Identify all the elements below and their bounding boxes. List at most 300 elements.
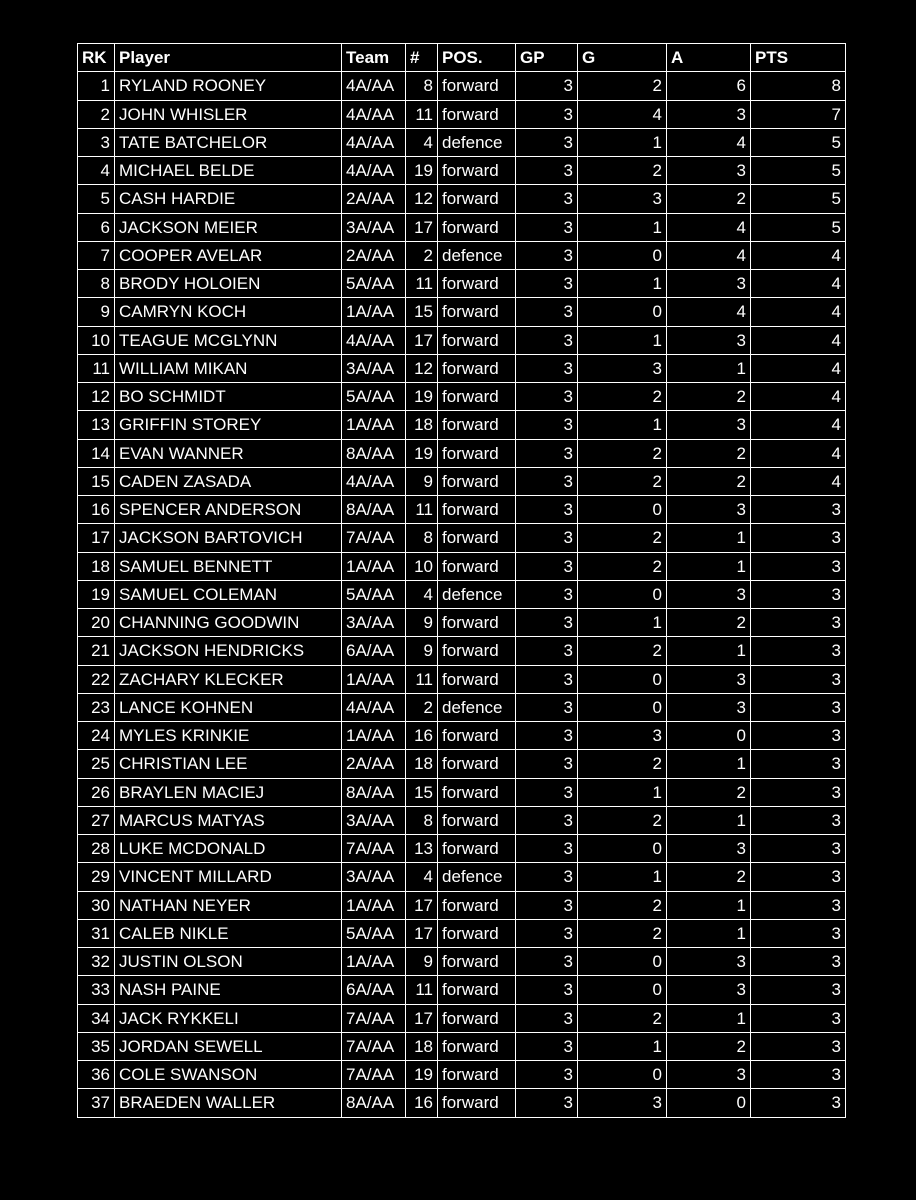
cell-assists: 0 [667, 1089, 751, 1117]
cell-team: 1A/AA [342, 665, 406, 693]
cell-goals: 1 [578, 778, 667, 806]
cell-gp: 3 [516, 383, 578, 411]
cell-team: 8A/AA [342, 778, 406, 806]
cell-player: NASH PAINE [115, 976, 342, 1004]
cell-number: 12 [406, 354, 438, 382]
cell-number: 17 [406, 891, 438, 919]
cell-assists: 1 [667, 750, 751, 778]
cell-goals: 2 [578, 524, 667, 552]
cell-gp: 3 [516, 270, 578, 298]
cell-team: 4A/AA [342, 326, 406, 354]
cell-gp: 3 [516, 439, 578, 467]
cell-goals: 1 [578, 128, 667, 156]
cell-points: 3 [751, 722, 846, 750]
cell-rank: 14 [78, 439, 115, 467]
cell-team: 3A/AA [342, 354, 406, 382]
cell-rank: 35 [78, 1032, 115, 1060]
cell-points: 7 [751, 100, 846, 128]
cell-position: forward [438, 665, 516, 693]
cell-gp: 3 [516, 100, 578, 128]
cell-team: 7A/AA [342, 1004, 406, 1032]
cell-rank: 18 [78, 552, 115, 580]
cell-points: 3 [751, 1004, 846, 1032]
cell-position: forward [438, 157, 516, 185]
cell-number: 15 [406, 778, 438, 806]
cell-player: CALEB NIKLE [115, 919, 342, 947]
cell-gp: 3 [516, 326, 578, 354]
table-row [78, 72, 846, 100]
cell-number: 8 [406, 806, 438, 834]
cell-assists: 1 [667, 806, 751, 834]
cell-rank: 27 [78, 806, 115, 834]
cell-gp: 3 [516, 467, 578, 495]
header-team: Team [342, 44, 406, 72]
cell-number: 18 [406, 411, 438, 439]
cell-rank: 36 [78, 1061, 115, 1089]
cell-assists: 3 [667, 157, 751, 185]
header-player: Player [115, 44, 342, 72]
table-row [78, 524, 846, 552]
cell-player: JACK RYKKELI [115, 1004, 342, 1032]
cell-player: EVAN WANNER [115, 439, 342, 467]
cell-goals: 0 [578, 948, 667, 976]
cell-player: JACKSON BARTOVICH [115, 524, 342, 552]
cell-points: 4 [751, 298, 846, 326]
cell-goals: 2 [578, 637, 667, 665]
cell-team: 1A/AA [342, 298, 406, 326]
cell-player: SAMUEL BENNETT [115, 552, 342, 580]
cell-gp: 3 [516, 354, 578, 382]
cell-assists: 4 [667, 213, 751, 241]
cell-rank: 8 [78, 270, 115, 298]
table-row [78, 806, 846, 834]
cell-gp: 3 [516, 580, 578, 608]
cell-points: 3 [751, 750, 846, 778]
cell-number: 11 [406, 976, 438, 1004]
cell-goals: 1 [578, 411, 667, 439]
cell-rank: 17 [78, 524, 115, 552]
table-row [78, 580, 846, 608]
cell-number: 18 [406, 1032, 438, 1060]
cell-points: 3 [751, 1032, 846, 1060]
cell-goals: 2 [578, 1004, 667, 1032]
cell-player: TEAGUE MCGLYNN [115, 326, 342, 354]
table-row [78, 1004, 846, 1032]
cell-rank: 6 [78, 213, 115, 241]
cell-gp: 3 [516, 1089, 578, 1117]
cell-goals: 3 [578, 1089, 667, 1117]
cell-team: 3A/AA [342, 863, 406, 891]
cell-position: forward [438, 439, 516, 467]
cell-number: 4 [406, 128, 438, 156]
cell-team: 7A/AA [342, 524, 406, 552]
cell-team: 4A/AA [342, 693, 406, 721]
cell-position: forward [438, 326, 516, 354]
cell-team: 5A/AA [342, 580, 406, 608]
cell-goals: 0 [578, 976, 667, 1004]
cell-player: GRIFFIN STOREY [115, 411, 342, 439]
cell-goals: 0 [578, 580, 667, 608]
cell-assists: 3 [667, 665, 751, 693]
cell-number: 8 [406, 524, 438, 552]
cell-rank: 24 [78, 722, 115, 750]
cell-goals: 0 [578, 693, 667, 721]
cell-goals: 2 [578, 891, 667, 919]
cell-gp: 3 [516, 693, 578, 721]
cell-position: defence [438, 693, 516, 721]
cell-team: 1A/AA [342, 411, 406, 439]
cell-team: 1A/AA [342, 948, 406, 976]
cell-number: 4 [406, 580, 438, 608]
cell-team: 1A/AA [342, 552, 406, 580]
cell-player: BRAEDEN WALLER [115, 1089, 342, 1117]
cell-number: 10 [406, 552, 438, 580]
table-row [78, 665, 846, 693]
cell-player: BO SCHMIDT [115, 383, 342, 411]
cell-assists: 3 [667, 976, 751, 1004]
cell-assists: 3 [667, 1061, 751, 1089]
cell-position: defence [438, 580, 516, 608]
cell-goals: 2 [578, 383, 667, 411]
cell-number: 9 [406, 948, 438, 976]
table-row [78, 241, 846, 269]
cell-rank: 31 [78, 919, 115, 947]
cell-points: 3 [751, 637, 846, 665]
cell-position: forward [438, 1032, 516, 1060]
header-rk: RK [78, 44, 115, 72]
cell-assists: 1 [667, 637, 751, 665]
table-row [78, 722, 846, 750]
cell-position: forward [438, 891, 516, 919]
cell-points: 8 [751, 72, 846, 100]
cell-assists: 2 [667, 439, 751, 467]
cell-assists: 2 [667, 863, 751, 891]
cell-rank: 16 [78, 496, 115, 524]
header-points: PTS [751, 44, 846, 72]
cell-number: 4 [406, 863, 438, 891]
table-row [78, 411, 846, 439]
cell-gp: 3 [516, 411, 578, 439]
cell-position: forward [438, 524, 516, 552]
cell-points: 3 [751, 948, 846, 976]
cell-team: 2A/AA [342, 750, 406, 778]
cell-position: forward [438, 213, 516, 241]
cell-number: 17 [406, 1004, 438, 1032]
table-body [78, 72, 846, 1117]
cell-assists: 1 [667, 891, 751, 919]
cell-rank: 2 [78, 100, 115, 128]
cell-number: 16 [406, 722, 438, 750]
cell-rank: 3 [78, 128, 115, 156]
cell-goals: 3 [578, 722, 667, 750]
cell-gp: 3 [516, 665, 578, 693]
cell-team: 4A/AA [342, 72, 406, 100]
cell-assists: 2 [667, 467, 751, 495]
cell-position: forward [438, 72, 516, 100]
cell-rank: 20 [78, 609, 115, 637]
cell-player: SPENCER ANDERSON [115, 496, 342, 524]
cell-points: 3 [751, 496, 846, 524]
cell-goals: 1 [578, 213, 667, 241]
cell-number: 19 [406, 439, 438, 467]
table-row [78, 919, 846, 947]
cell-position: forward [438, 383, 516, 411]
cell-player: LANCE KOHNEN [115, 693, 342, 721]
cell-player: CHRISTIAN LEE [115, 750, 342, 778]
cell-gp: 3 [516, 298, 578, 326]
cell-points: 4 [751, 439, 846, 467]
cell-points: 5 [751, 157, 846, 185]
cell-player: MARCUS MATYAS [115, 806, 342, 834]
cell-player: JUSTIN OLSON [115, 948, 342, 976]
cell-position: forward [438, 298, 516, 326]
cell-goals: 2 [578, 72, 667, 100]
cell-rank: 28 [78, 835, 115, 863]
cell-rank: 21 [78, 637, 115, 665]
cell-player: CAMRYN KOCH [115, 298, 342, 326]
cell-goals: 0 [578, 1061, 667, 1089]
cell-assists: 1 [667, 552, 751, 580]
cell-position: forward [438, 919, 516, 947]
cell-rank: 25 [78, 750, 115, 778]
cell-position: forward [438, 100, 516, 128]
cell-player: BRODY HOLOIEN [115, 270, 342, 298]
cell-position: forward [438, 948, 516, 976]
cell-gp: 3 [516, 524, 578, 552]
cell-team: 8A/AA [342, 496, 406, 524]
cell-number: 11 [406, 100, 438, 128]
table-row [78, 439, 846, 467]
cell-rank: 10 [78, 326, 115, 354]
cell-team: 4A/AA [342, 128, 406, 156]
cell-team: 5A/AA [342, 919, 406, 947]
cell-goals: 2 [578, 157, 667, 185]
cell-goals: 1 [578, 1032, 667, 1060]
cell-assists: 2 [667, 778, 751, 806]
cell-rank: 1 [78, 72, 115, 100]
table-row [78, 1061, 846, 1089]
cell-player: JORDAN SEWELL [115, 1032, 342, 1060]
cell-goals: 3 [578, 185, 667, 213]
cell-assists: 1 [667, 1004, 751, 1032]
cell-player: SAMUEL COLEMAN [115, 580, 342, 608]
cell-team: 6A/AA [342, 976, 406, 1004]
cell-number: 13 [406, 835, 438, 863]
cell-goals: 0 [578, 665, 667, 693]
cell-player: CADEN ZASADA [115, 467, 342, 495]
cell-player: COOPER AVELAR [115, 241, 342, 269]
cell-gp: 3 [516, 863, 578, 891]
cell-position: forward [438, 270, 516, 298]
cell-team: 3A/AA [342, 609, 406, 637]
cell-rank: 32 [78, 948, 115, 976]
cell-position: forward [438, 411, 516, 439]
cell-team: 6A/AA [342, 637, 406, 665]
cell-assists: 3 [667, 693, 751, 721]
cell-position: forward [438, 637, 516, 665]
cell-assists: 1 [667, 354, 751, 382]
cell-points: 3 [751, 778, 846, 806]
cell-gp: 3 [516, 157, 578, 185]
table-row [78, 637, 846, 665]
cell-rank: 13 [78, 411, 115, 439]
cell-position: forward [438, 976, 516, 1004]
cell-team: 3A/AA [342, 806, 406, 834]
cell-team: 4A/AA [342, 467, 406, 495]
table-row [78, 1089, 846, 1117]
cell-rank: 37 [78, 1089, 115, 1117]
cell-gp: 3 [516, 185, 578, 213]
cell-assists: 4 [667, 128, 751, 156]
cell-rank: 7 [78, 241, 115, 269]
table-row [78, 270, 846, 298]
cell-assists: 3 [667, 496, 751, 524]
cell-number: 11 [406, 270, 438, 298]
cell-goals: 4 [578, 100, 667, 128]
cell-assists: 2 [667, 185, 751, 213]
table-row [78, 213, 846, 241]
cell-points: 3 [751, 806, 846, 834]
cell-gp: 3 [516, 72, 578, 100]
cell-number: 17 [406, 326, 438, 354]
cell-number: 17 [406, 919, 438, 947]
cell-team: 1A/AA [342, 891, 406, 919]
cell-points: 3 [751, 1089, 846, 1117]
cell-assists: 1 [667, 919, 751, 947]
cell-number: 2 [406, 693, 438, 721]
cell-position: forward [438, 185, 516, 213]
table-row [78, 298, 846, 326]
table-row [78, 128, 846, 156]
cell-position: defence [438, 863, 516, 891]
cell-assists: 1 [667, 524, 751, 552]
table-row [78, 948, 846, 976]
cell-goals: 2 [578, 467, 667, 495]
cell-gp: 3 [516, 806, 578, 834]
cell-team: 7A/AA [342, 1061, 406, 1089]
table-row [78, 157, 846, 185]
cell-number: 2 [406, 241, 438, 269]
cell-points: 4 [751, 354, 846, 382]
cell-points: 3 [751, 609, 846, 637]
table-row [78, 891, 846, 919]
table-row [78, 383, 846, 411]
table-row [78, 354, 846, 382]
cell-position: forward [438, 609, 516, 637]
cell-number: 12 [406, 185, 438, 213]
cell-rank: 15 [78, 467, 115, 495]
cell-assists: 0 [667, 722, 751, 750]
cell-rank: 33 [78, 976, 115, 1004]
header-assists: A [667, 44, 751, 72]
table-row [78, 750, 846, 778]
cell-gp: 3 [516, 1032, 578, 1060]
cell-position: forward [438, 750, 516, 778]
table-row [78, 609, 846, 637]
table-row [78, 863, 846, 891]
cell-gp: 3 [516, 976, 578, 1004]
cell-player: LUKE MCDONALD [115, 835, 342, 863]
cell-rank: 9 [78, 298, 115, 326]
cell-goals: 0 [578, 835, 667, 863]
cell-points: 3 [751, 580, 846, 608]
cell-team: 5A/AA [342, 270, 406, 298]
cell-number: 19 [406, 157, 438, 185]
cell-gp: 3 [516, 778, 578, 806]
cell-position: forward [438, 1004, 516, 1032]
cell-assists: 2 [667, 609, 751, 637]
cell-points: 3 [751, 552, 846, 580]
cell-player: RYLAND ROONEY [115, 72, 342, 100]
cell-goals: 1 [578, 863, 667, 891]
cell-player: BRAYLEN MACIEJ [115, 778, 342, 806]
cell-player: VINCENT MILLARD [115, 863, 342, 891]
cell-rank: 12 [78, 383, 115, 411]
cell-player: JACKSON HENDRICKS [115, 637, 342, 665]
cell-player: ZACHARY KLECKER [115, 665, 342, 693]
cell-player: MYLES KRINKIE [115, 722, 342, 750]
table-row [78, 976, 846, 1004]
cell-team: 7A/AA [342, 835, 406, 863]
cell-points: 3 [751, 919, 846, 947]
cell-points: 4 [751, 467, 846, 495]
cell-goals: 2 [578, 750, 667, 778]
header-row [78, 44, 846, 72]
cell-player: WILLIAM MIKAN [115, 354, 342, 382]
cell-rank: 29 [78, 863, 115, 891]
cell-position: forward [438, 1061, 516, 1089]
cell-team: 2A/AA [342, 185, 406, 213]
cell-team: 2A/AA [342, 241, 406, 269]
cell-rank: 11 [78, 354, 115, 382]
cell-player: JOHN WHISLER [115, 100, 342, 128]
cell-assists: 2 [667, 1032, 751, 1060]
cell-gp: 3 [516, 948, 578, 976]
cell-points: 4 [751, 383, 846, 411]
cell-number: 18 [406, 750, 438, 778]
cell-assists: 3 [667, 411, 751, 439]
cell-position: forward [438, 722, 516, 750]
cell-number: 8 [406, 72, 438, 100]
cell-player: COLE SWANSON [115, 1061, 342, 1089]
cell-assists: 6 [667, 72, 751, 100]
cell-points: 4 [751, 241, 846, 269]
cell-goals: 0 [578, 496, 667, 524]
cell-team: 5A/AA [342, 383, 406, 411]
table-row [78, 693, 846, 721]
cell-goals: 2 [578, 439, 667, 467]
cell-gp: 3 [516, 552, 578, 580]
cell-position: defence [438, 241, 516, 269]
cell-position: forward [438, 835, 516, 863]
cell-points: 5 [751, 213, 846, 241]
cell-rank: 23 [78, 693, 115, 721]
cell-rank: 34 [78, 1004, 115, 1032]
header-gp: GP [516, 44, 578, 72]
cell-gp: 3 [516, 835, 578, 863]
cell-number: 9 [406, 467, 438, 495]
cell-rank: 22 [78, 665, 115, 693]
cell-goals: 1 [578, 326, 667, 354]
cell-team: 1A/AA [342, 722, 406, 750]
cell-assists: 2 [667, 383, 751, 411]
cell-goals: 2 [578, 552, 667, 580]
cell-goals: 0 [578, 241, 667, 269]
cell-assists: 4 [667, 298, 751, 326]
cell-team: 7A/AA [342, 1032, 406, 1060]
cell-gp: 3 [516, 609, 578, 637]
cell-rank: 5 [78, 185, 115, 213]
